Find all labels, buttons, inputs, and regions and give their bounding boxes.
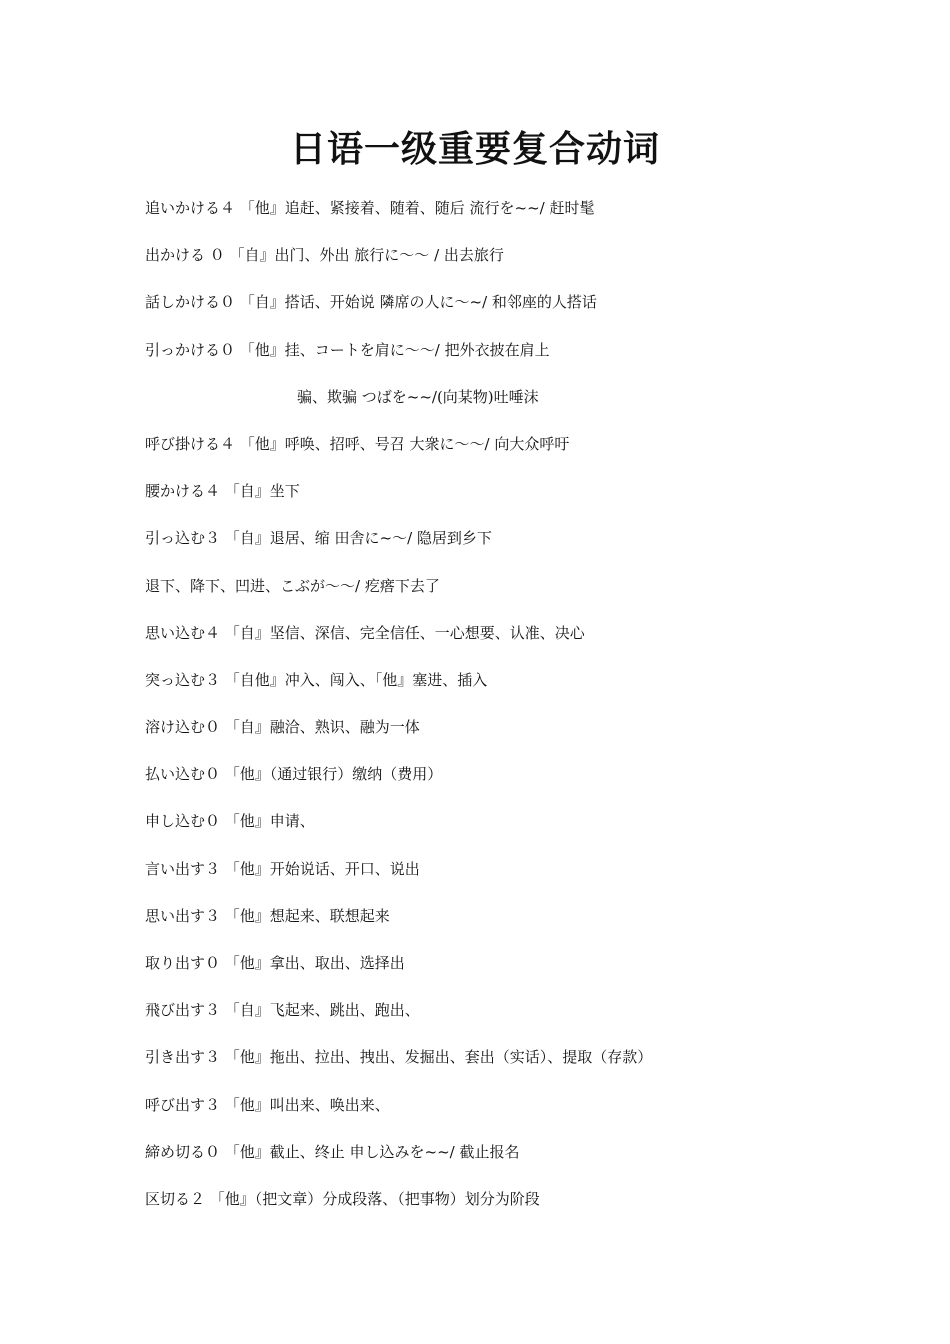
- document-title: 日语一级重要复合动词: [289, 128, 660, 170]
- entry-line: 退下、降下、凹进、こぶが～～/ 疙瘩下去了: [145, 576, 440, 595]
- entry-line: 申し込む０ 「他』申请、: [145, 812, 315, 831]
- entry-line: 突っ込む３ 「自他』冲入、闯入、「他』塞进、插入: [145, 670, 488, 689]
- entry-line: 追いかける４ 「他』追赶、紧接着、随着、随后 流行を~~/ 赶时髦: [145, 199, 595, 217]
- entry-line: 呼び掛ける４ 「他』呼唤、招呼、号召 大衆に～～/ 向大众呼吁: [145, 434, 570, 453]
- entry-line: 言い出す３ 「他』开始说话、开口、说出: [145, 859, 420, 878]
- entry-list: [145, 196, 865, 1234]
- entry-line: 思い出す３ 「他』想起来、联想起来: [145, 906, 390, 925]
- entry-line: 引っ込む３ 「自』退居、缩 田舎に~～/ 隐居到乡下: [145, 529, 492, 548]
- entry-line-continuation: 骗、欺骗 つばを~~/(向某物)吐唾沫: [297, 387, 539, 406]
- entry-line: 区切る２ 「他』（把文章）分成段落、（把事物）划分为阶段: [145, 1189, 540, 1208]
- entry-line: 払い込む０ 「他』（通过银行）缴纳（费用）: [145, 765, 443, 784]
- entry-line: 引っかける０ 「他』挂、コートを肩に～～/ 把外衣披在肩上: [145, 340, 550, 359]
- entry-line: 呼び出す３ 「他』叫出来、唤出来、: [145, 1095, 390, 1114]
- entry-line: 話しかける０ 「自』搭话、开始说 隣席の人に～~/ 和邻座的人搭话: [145, 293, 597, 312]
- entry-line: 締め切る０ 「他』截止、终止 申し込みを~~/ 截止报名: [145, 1142, 520, 1161]
- entry-line: 取り出す０ 「他』拿出、取出、选择出: [145, 954, 405, 972]
- entry-line: 飛び出す３ 「自』飞起来、跳出、跑出、: [145, 1001, 420, 1020]
- entry-line: 出かける ０ 「自』出门、外出 旅行に～～ / 出去旅行: [145, 246, 504, 265]
- entry-line: 引き出す３ 「他』拖出、拉出、拽出、发掘出、套出（实话）、提取（存款）: [145, 1048, 653, 1067]
- entry-line: 溶け込む０ 「自』融洽、熟识、融为一体: [145, 718, 420, 737]
- entry-line: 腰かける４ 「自』坐下: [145, 482, 300, 501]
- entry-line: 思い込む４ 「自』坚信、深信、完全信任、一心想要、认准、决心: [145, 623, 585, 642]
